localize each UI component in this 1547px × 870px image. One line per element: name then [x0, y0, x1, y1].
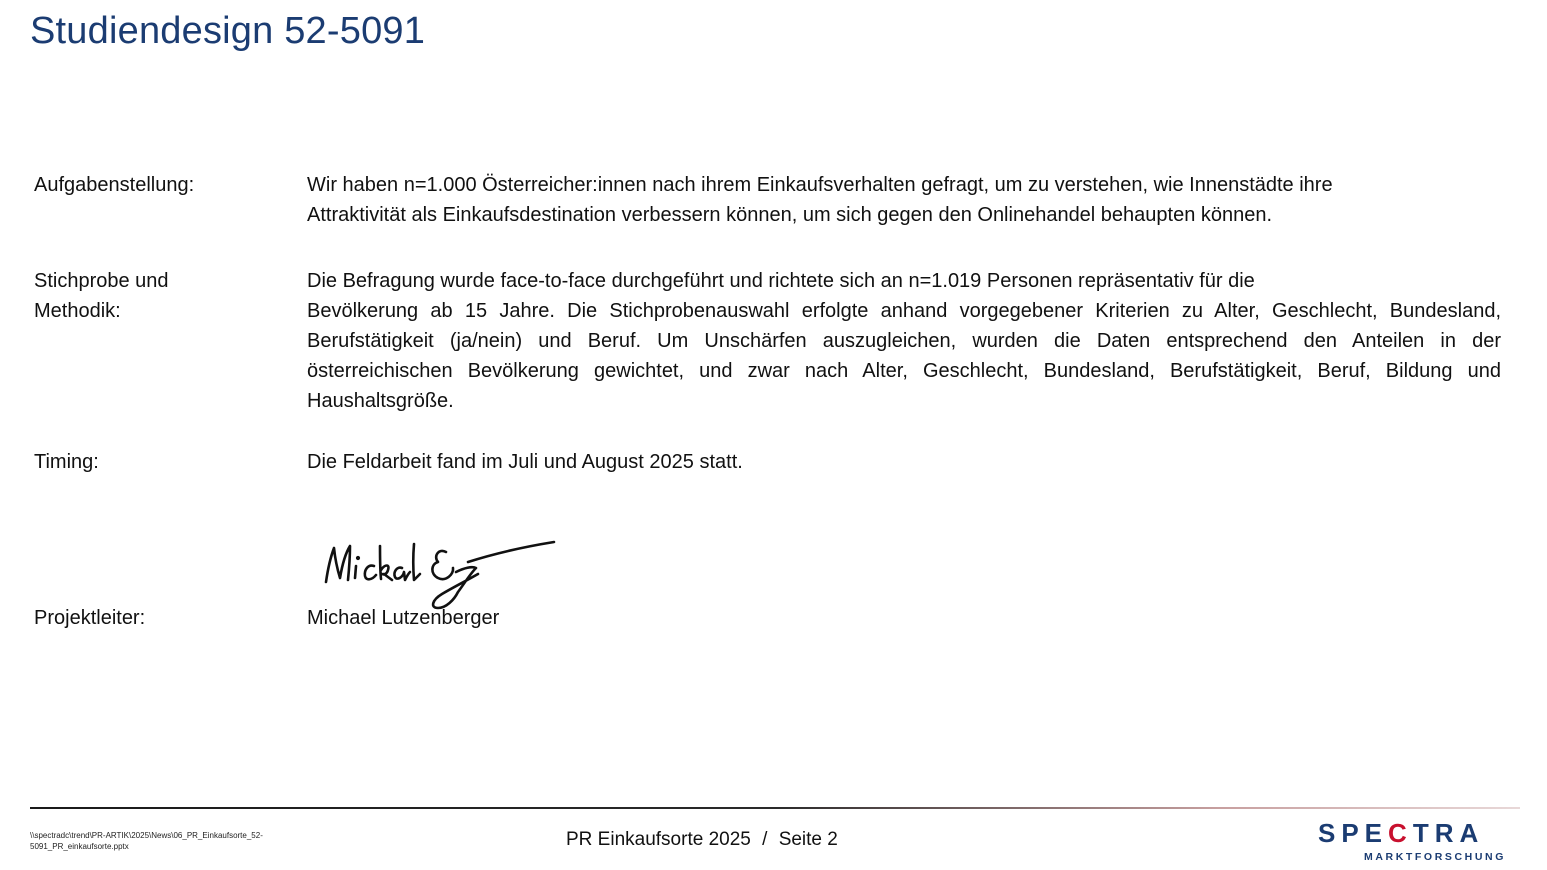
text-stichprobe-methodik: [307, 266, 1501, 416]
text-aufgabenstellung-line-2: Attraktivität als Einkaufsdestination verbessern können, um sich gegen den Onlinehandel behaupten können.: [307, 204, 1273, 226]
spectra-logo: [1316, 814, 1526, 864]
signature-image: [318, 538, 558, 612]
label-stichprobe-line-2: Methodik:: [34, 300, 121, 322]
text-aufgabenstellung: [307, 170, 1501, 230]
footer-page-info: [566, 829, 838, 851]
footer-separator: /: [762, 829, 768, 850]
text-aufgabenstellung-line-1: Wir haben n=1.000 Österreicher:innen nach ihrem Einkaufsverhalten gefragt, um zu verstehen, wie Innenstädte ihre: [307, 174, 1333, 196]
footer-file-path: \\spectradc\trend\PR-ARTIK\2025\News\06_PR_Einkaufsorte_52-5091_PR_einkaufsorte.pptx: [30, 831, 263, 851]
logo-brand-text: SPECTRA: [1318, 818, 1485, 848]
logo-tagline-text: MARKTFORSCHUNG: [1364, 851, 1506, 863]
footer-divider: [30, 807, 1520, 809]
label-stichprobe-methodik: [34, 266, 284, 326]
label-timing: Timing:: [34, 451, 99, 473]
footer-page-number: Seite 2: [778, 829, 838, 850]
text-timing: Die Feldarbeit fand im Juli und August 2025 statt.: [307, 451, 743, 473]
page-title: Studiendesign 52-5091: [30, 10, 426, 52]
text-stichprobe-paragraph: Bevölkerung ab 15 Jahre. Die Stichprobenauswahl erfolgte anhand vorgegebener Kriterien zu Alter, Geschlecht, Bundesland, Berufstätigkeit (ja/nein) und Beruf. Um Unschärfen auszugleichen, wurden die Daten entsprechend den Anteilen in der österreichischen Bevölkerung gewichtet, und zwar nach Alter, Geschlecht, Bundesland, Berufstätigkeit, Beruf, Bildung und Haushaltsgröße.: [307, 300, 1501, 412]
footer-title: PR Einkaufsorte 2025: [566, 829, 751, 850]
label-projektleiter: Projektleiter:: [34, 607, 146, 629]
label-aufgabenstellung: Aufgabenstellung:: [34, 174, 195, 196]
text-projektleiter-name: Michael Lutzenberger: [307, 607, 500, 629]
text-stichprobe-line-1: Die Befragung wurde face-to-face durchgeführt und richtete sich an n=1.019 Personen repräsentativ für die: [307, 270, 1255, 292]
label-stichprobe-line-1: Stichprobe und: [34, 270, 169, 292]
